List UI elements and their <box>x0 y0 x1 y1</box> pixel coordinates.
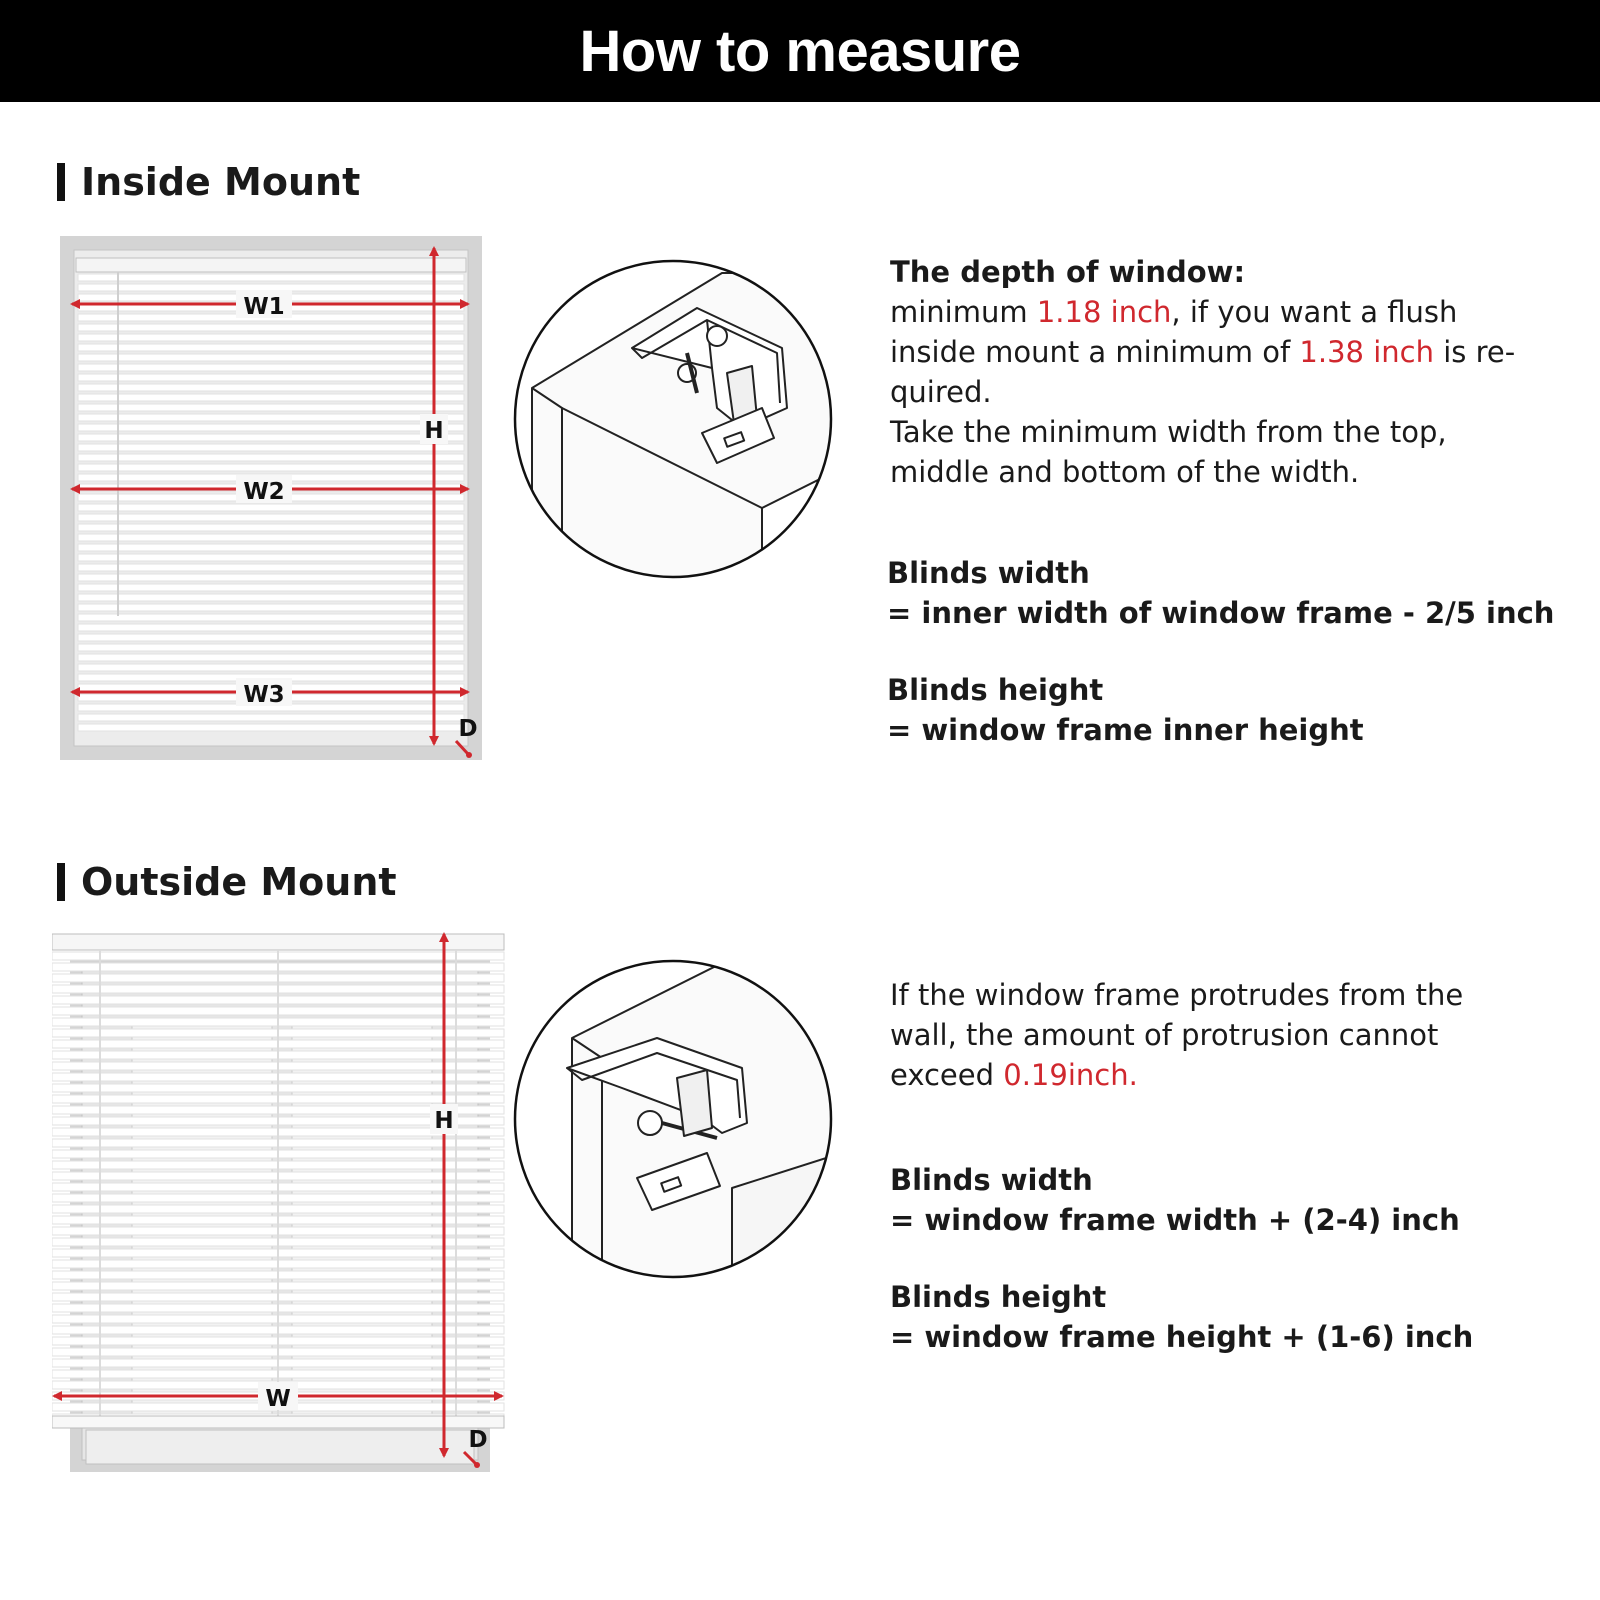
outside-mount-blind-diagram <box>52 932 508 1474</box>
outside-height-title: Blinds height <box>890 1280 1107 1314</box>
blind-slat <box>78 324 464 331</box>
inside-depth-text <box>890 252 1580 492</box>
blind-slat <box>78 384 464 391</box>
depth-min-value: 1.18 inch <box>1036 295 1172 329</box>
blind-slat <box>78 274 464 281</box>
outside-protrusion-text <box>890 975 1580 1095</box>
blind-slat <box>78 354 464 361</box>
blind-slat <box>78 544 464 551</box>
inside-mount-blind-diagram <box>60 236 482 760</box>
protrusion-line-2: wall, the amount of protrusion cannot <box>890 1018 1439 1052</box>
blind-slat <box>78 574 464 581</box>
title-banner <box>0 0 1600 102</box>
depth-line-2: inside mount a minimum of 1.38 inch is re- <box>890 335 1516 369</box>
w2-label: W2 <box>243 479 285 505</box>
inside-width-title: Blinds width <box>887 556 1090 590</box>
blind-slat <box>78 334 464 341</box>
blind-slat <box>78 634 464 641</box>
blind-slat <box>78 364 464 371</box>
protrusion-max-value: 0.19inch. <box>1003 1058 1138 1092</box>
blind-slat <box>78 444 464 451</box>
h-label: H <box>424 418 444 444</box>
inside-blinds-width <box>887 553 1554 633</box>
inside-height-formula: = window frame inner height <box>887 713 1364 747</box>
blind-slat <box>78 604 464 611</box>
blind-slat <box>78 664 464 671</box>
heading-bar <box>57 863 65 901</box>
protrusion-line-3: exceed 0.19inch. <box>890 1058 1138 1092</box>
sill-recess <box>86 1430 474 1464</box>
blind-slat <box>78 554 464 561</box>
blind-slat <box>78 284 464 291</box>
blind-slat <box>78 644 464 651</box>
blind-slat <box>78 434 464 441</box>
blind-slat <box>78 504 464 511</box>
inside-mount-heading <box>57 160 360 204</box>
blind-slat <box>78 404 464 411</box>
blind-slat <box>78 714 464 721</box>
bracket-screw <box>707 326 727 346</box>
blind-slat <box>78 534 464 541</box>
headrail <box>76 258 466 272</box>
blind-slat <box>78 624 464 631</box>
blind-slat <box>78 414 464 421</box>
outside-mount-heading <box>57 860 397 904</box>
blind-slat <box>78 564 464 571</box>
blind-slat <box>78 594 464 601</box>
bottom-rail <box>52 1416 504 1428</box>
w3-label: W3 <box>243 682 285 708</box>
blind-slat <box>78 374 464 381</box>
blind-slat <box>78 344 464 351</box>
d-label: D <box>468 1427 488 1453</box>
outside-height-formula: = window frame height + (1-6) inch <box>890 1320 1474 1354</box>
protrusion-line-1: If the window frame protrudes from the <box>890 978 1464 1012</box>
inside-width-formula: = inner width of window frame - 2/5 inch <box>887 596 1555 630</box>
outside-blinds-width <box>890 1160 1460 1240</box>
blind-slat <box>78 614 464 621</box>
depth-line-1: minimum 1.18 inch, if you want a flush <box>890 295 1458 329</box>
inside-mount-title: Inside Mount <box>81 160 361 204</box>
heading-bar <box>57 163 65 201</box>
blind-slat <box>78 724 464 731</box>
h-label: H <box>434 1108 454 1134</box>
outside-width-title: Blinds width <box>890 1163 1093 1197</box>
outside-blinds-height <box>890 1277 1473 1357</box>
blind-slat <box>78 654 464 661</box>
inside-blinds-height <box>887 670 1364 750</box>
outside-width-formula: = window frame width + (2-4) inch <box>890 1203 1460 1237</box>
depth-line-4: Take the minimum width from the top, <box>890 415 1447 449</box>
blind-slat <box>78 394 464 401</box>
page-title: How to measure <box>579 18 1021 84</box>
blind-slat <box>78 584 464 591</box>
inside-height-title: Blinds height <box>887 673 1104 707</box>
depth-title: The depth of window: <box>890 255 1246 289</box>
depth-line-3: quired. <box>890 375 992 409</box>
blind-slat <box>78 524 464 531</box>
blind-slat <box>78 454 464 461</box>
d-label: D <box>458 716 478 742</box>
outside-mount-title: Outside Mount <box>81 860 397 904</box>
outside-bracket-detail <box>512 958 834 1280</box>
blind-slat <box>78 464 464 471</box>
depth-line-5: middle and bottom of the width. <box>890 455 1360 489</box>
inside-bracket-detail <box>512 258 834 580</box>
blind-slat <box>78 514 464 521</box>
w1-label: W1 <box>243 294 285 320</box>
w-label: W <box>265 1386 291 1412</box>
bracket-screw <box>638 1111 662 1135</box>
blind-slat <box>78 424 464 431</box>
headrail <box>52 934 504 950</box>
depth-flush-value: 1.38 inch <box>1299 335 1434 369</box>
